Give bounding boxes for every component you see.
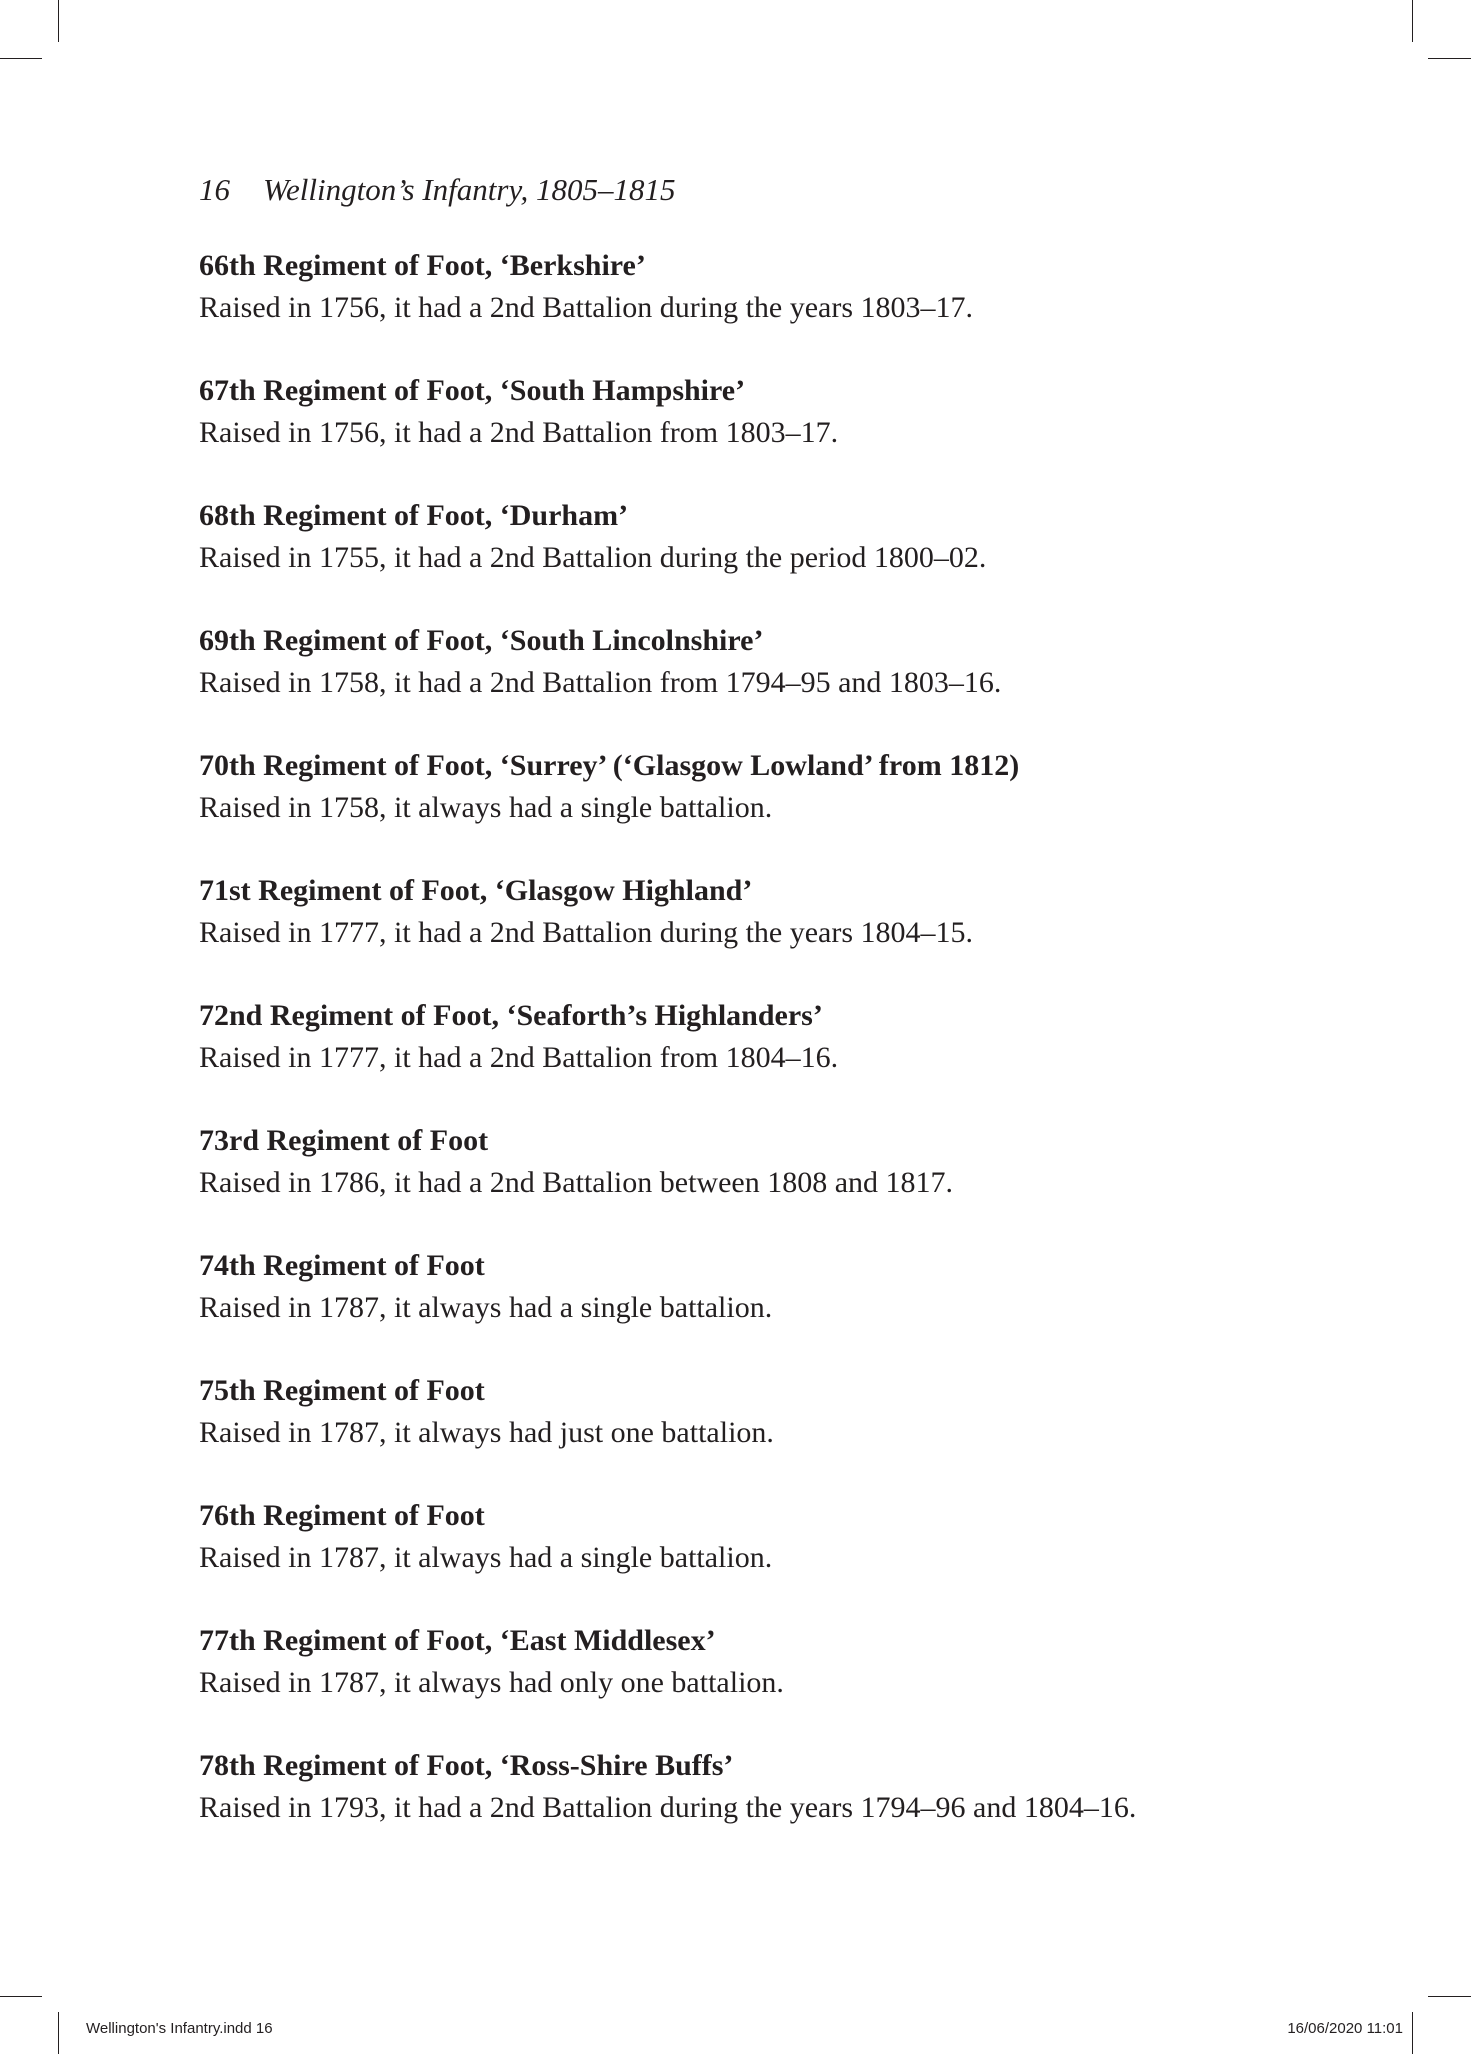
entry-title: 77th Regiment of Foot, ‘East Middlesex’ xyxy=(199,1624,716,1657)
page-number: 16 xyxy=(199,172,230,207)
entry-body: Raised in 1793, it had a 2nd Battalion during the years 1794–96 and 1804–16. xyxy=(199,1791,1137,1824)
book-title: Wellington’s Infantry, 1805–1815 xyxy=(263,172,676,207)
list-item xyxy=(199,870,1299,995)
entry-body: Raised in 1787, it always had a single battalion. xyxy=(199,1541,773,1574)
entry-body: Raised in 1787, it always had only one battalion. xyxy=(199,1666,784,1699)
entry-title: 76th Regiment of Foot xyxy=(199,1499,485,1532)
entry-title: 70th Regiment of Foot, ‘Surrey’ (‘Glasgow Lowland’ from 1812) xyxy=(199,749,1020,782)
running-head xyxy=(199,170,676,210)
list-item xyxy=(199,995,1299,1120)
entry-body: Raised in 1787, it always had just one battalion. xyxy=(199,1416,774,1449)
regiment-list xyxy=(199,245,1299,1870)
entry-title: 69th Regiment of Foot, ‘South Lincolnshire’ xyxy=(199,624,764,657)
list-item xyxy=(199,245,1299,370)
entry-body: Raised in 1758, it always had a single battalion. xyxy=(199,791,773,824)
entry-title: 72nd Regiment of Foot, ‘Seaforth’s Highlanders’ xyxy=(199,999,823,1032)
entry-title: 66th Regiment of Foot, ‘Berkshire’ xyxy=(199,249,646,282)
slug-filename: Wellington's Infantry.indd 16 xyxy=(86,2020,273,2037)
list-item xyxy=(199,620,1299,745)
entry-title: 67th Regiment of Foot, ‘South Hampshire’ xyxy=(199,374,746,407)
entry-body: Raised in 1777, it had a 2nd Battalion from 1804–16. xyxy=(199,1041,839,1074)
crop-mark-bottom-right-h xyxy=(1428,1996,1471,1997)
crop-mark-top-right-h xyxy=(1428,58,1471,59)
entry-title: 74th Regiment of Foot xyxy=(199,1249,485,1282)
crop-mark-top-right xyxy=(1412,0,1413,42)
list-item xyxy=(199,745,1299,870)
entry-body: Raised in 1758, it had a 2nd Battalion from 1794–95 and 1803–16. xyxy=(199,666,1002,699)
list-item xyxy=(199,370,1299,495)
entry-title: 78th Regiment of Foot, ‘Ross-Shire Buffs’ xyxy=(199,1749,734,1782)
list-item xyxy=(199,1370,1299,1495)
entry-body: Raised in 1786, it had a 2nd Battalion between 1808 and 1817. xyxy=(199,1166,954,1199)
list-item xyxy=(199,1620,1299,1745)
entry-title: 75th Regiment of Foot xyxy=(199,1374,485,1407)
entry-title: 73rd Regiment of Foot xyxy=(199,1124,489,1157)
list-item xyxy=(199,1245,1299,1370)
slug-timestamp: 16/06/2020 11:01 xyxy=(1287,2020,1403,2037)
entry-title: 71st Regiment of Foot, ‘Glasgow Highland’ xyxy=(199,874,753,907)
crop-mark-bottom-left-h xyxy=(0,1996,42,1997)
entry-body: Raised in 1777, it had a 2nd Battalion during the years 1804–15. xyxy=(199,916,974,949)
list-item xyxy=(199,1120,1299,1245)
entry-body: Raised in 1755, it had a 2nd Battalion during the period 1800–02. xyxy=(199,541,987,574)
crop-mark-bottom-left xyxy=(58,2012,59,2054)
list-item xyxy=(199,1495,1299,1620)
crop-mark-bottom-right xyxy=(1412,2012,1413,2054)
entry-body: Raised in 1787, it always had a single battalion. xyxy=(199,1291,773,1324)
entry-title: 68th Regiment of Foot, ‘Durham’ xyxy=(199,499,629,532)
crop-mark-top-left xyxy=(58,0,59,42)
list-item xyxy=(199,1745,1299,1870)
entry-body: Raised in 1756, it had a 2nd Battalion from 1803–17. xyxy=(199,416,839,449)
entry-body: Raised in 1756, it had a 2nd Battalion during the years 1803–17. xyxy=(199,291,974,324)
list-item xyxy=(199,495,1299,620)
crop-mark-top-left-h xyxy=(0,58,42,59)
